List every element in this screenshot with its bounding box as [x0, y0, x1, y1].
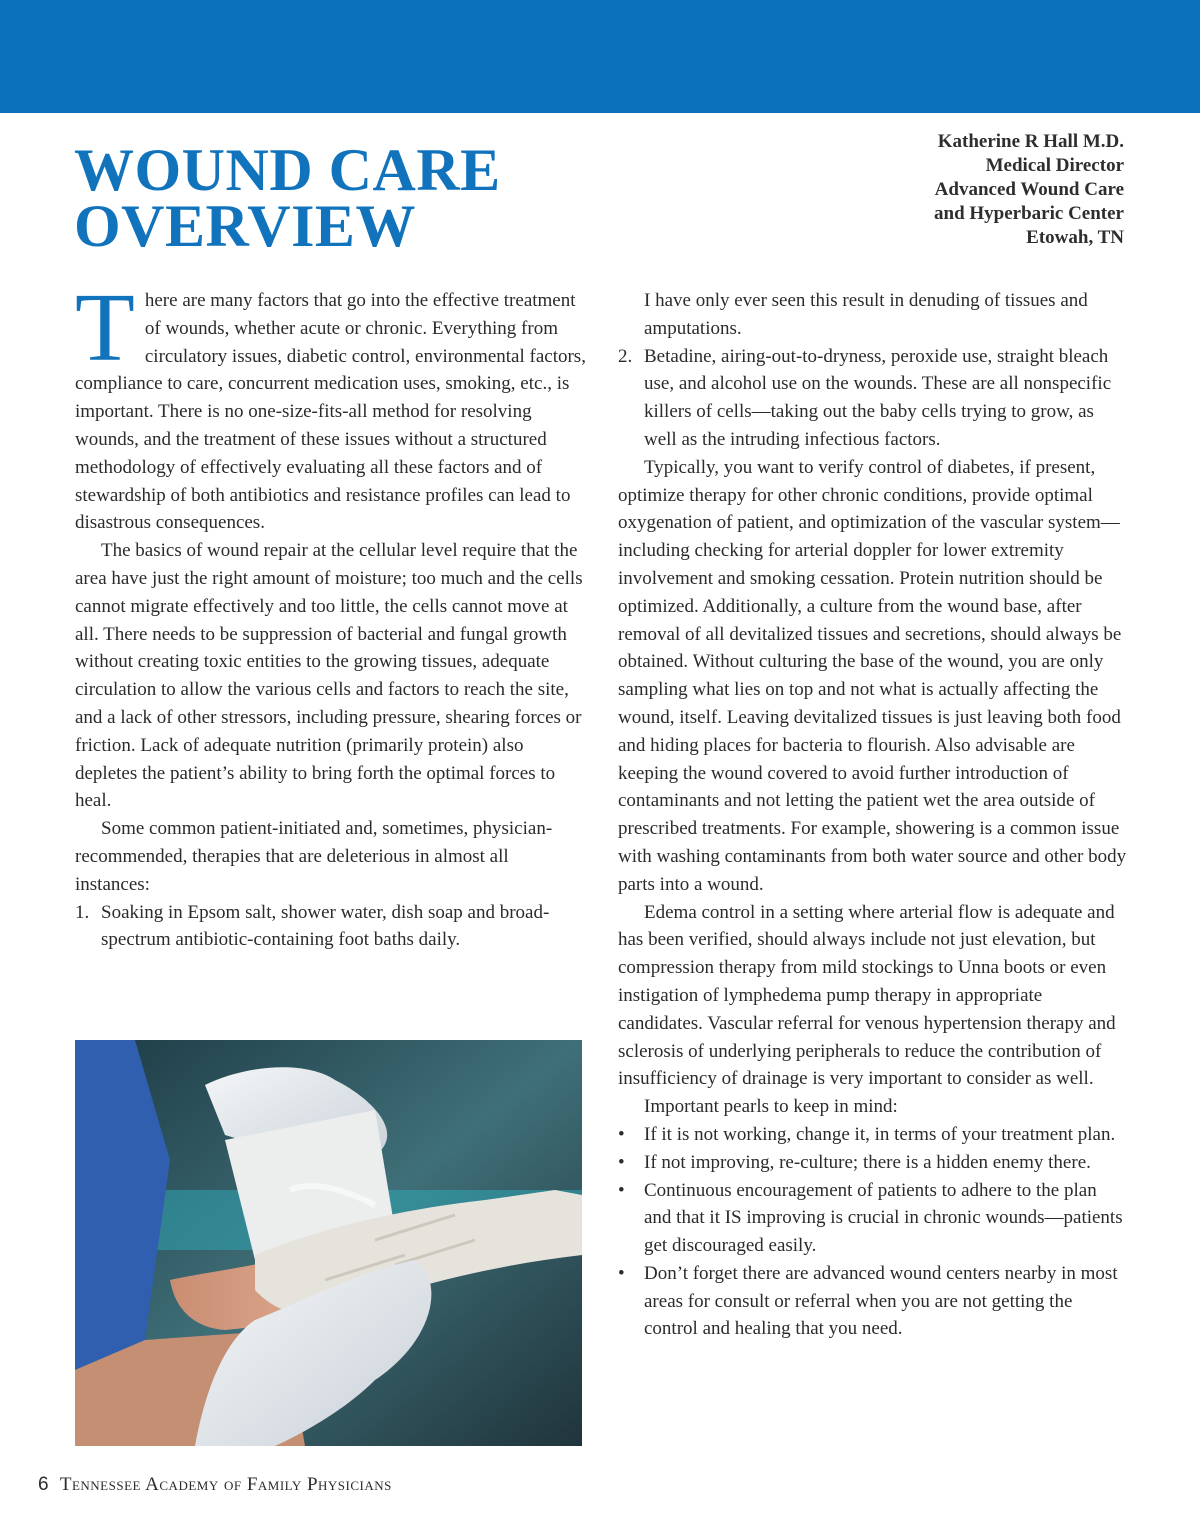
paragraph-therapies: Some common patient-initiated and, sometimes, physician-recommended, therapies that are deleterious in almost all instances: [75, 818, 553, 895]
list-number-1: 1. [75, 901, 90, 923]
pearl-text: Don’t forget there are advanced wound centers nearby in most areas for consult or referral when you are not getting the control and healing that you need. [644, 1262, 1118, 1340]
pearl-item [618, 1177, 1128, 1260]
paragraph-pearls-intro: Important pearls to keep in mind: [644, 1096, 898, 1118]
author-role: Medical Director [985, 155, 1124, 176]
wound-bandage-photo [75, 1040, 582, 1446]
list-item-2-text: Betadine, airing-out-to-dryness, peroxide use, straight bleach use, and alcohol use on the wounds. These are all nonspecific killers of cells—taking out the baby cells trying to grow, as well as the intruding infectious factors. [644, 345, 1112, 450]
pearl-item [618, 1260, 1128, 1343]
paragraph-cellular: The basics of wound repair at the cellular level require that the area have just the right amount of moisture; too much and the cells cannot migrate effectively and too little, the cells cannot move at all. There needs to be suppression of bacterial and fungal growth without creating toxic entities to the growing tissues, adequate circulation to allow the various cells and factors to reach the site, and a lack of other stressors, including pressure, shearing forces or friction. Lack of adequate nutrition (primarily protein) also depletes the patient’s ability to bring forth the optimal forces to heal. [75, 540, 583, 812]
author-name: Katherine R Hall M.D. [937, 131, 1124, 152]
pearl-text: If it is not working, change it, in terms of your treatment plan. [644, 1123, 1116, 1145]
bullet-icon: • [618, 1151, 625, 1173]
bullet-icon: • [618, 1123, 625, 1145]
left-column [75, 274, 587, 954]
pearl-text: Continuous encouragement of patients to adhere to the plan and that it IS improving is crucial in chronic wounds—patients get discouraged easily. [644, 1179, 1123, 1257]
author-org-line-2: and Hyperbaric Center [934, 203, 1124, 224]
list-number-2: 2. [618, 345, 633, 367]
page-number: 6 [38, 1474, 49, 1495]
pearl-item [618, 1121, 1128, 1149]
author-org-line-1: Advanced Wound Care [934, 179, 1124, 200]
list-item-1-continued: I have only ever seen this result in denuding of tissues and amputations. [644, 290, 1088, 339]
author-byline [794, 130, 1124, 250]
bullet-icon: • [618, 1179, 625, 1201]
list-item-2 [618, 343, 1128, 454]
pearl-item [618, 1149, 1128, 1177]
paragraph-typically: Typically, you want to verify control of diabetes, if present, optimize therapy for other chronic conditions, provide optimal oxygenation of patient, and optimization of the vascular system—including checking for arterial doppler for lower extremity involvement and smoking cessation. Protein nutrition should be optimized. Additionally, a culture from the wound base, after removal of all devitalized tissues and secretions, should always be obtained. Without culturing the base of the wound, you are only sampling what lies on top and not what is actually affecting the wound, itself. Leaving devitalized tissues is just leaving both food and hiding places for bacteria to flourish. Also advisable are keeping the wound covered to avoid further introduction of contaminants and not letting the patient wet the area outside of prescribed treatments. For example, showering is a common issue with washing contaminants from both water source and other body parts into a wound. [618, 456, 1127, 895]
page-footer [38, 1474, 392, 1496]
publication-name: Tennessee Academy of Family Physicians [59, 1474, 392, 1495]
intro-paragraph [75, 274, 587, 537]
drop-cap: T [75, 274, 135, 382]
paragraph-edema: Edema control in a setting where arterial flow is adequate and has been verified, should always include not just elevation, but compression therapy from mild stockings to Unna boots or even instigation of lymphedema pump therapy in appropriate candidates. Vascular referral for venous hypertension therapy and sclerosis of underlying peripherals to reduce the contribution of insufficiency of drainage is very important to consider as well. [618, 901, 1116, 1090]
article-title [74, 137, 594, 259]
bullet-icon: • [618, 1262, 625, 1284]
photo-illustration [75, 1040, 582, 1446]
pearl-text: If not improving, re-culture; there is a hidden enemy there. [644, 1151, 1091, 1173]
title-line-2: OVERVIEW [74, 193, 416, 259]
header-bar [0, 0, 1200, 113]
intro-text: here are many factors that go into the effective treatment of wounds, whether acute or chronic. Everything from circulatory issues, diabetic control, environmental factors, compliance to care, concurrent medication uses, smoking, etc., is important. There is no one-size-fits-all method for resolving wounds, and the treatment of these issues without a structured methodology of effectively evaluating all these factors and of stewardship of both antibiotics and resistance profiles can lead to disastrous consequences. [75, 290, 586, 534]
right-column [618, 287, 1128, 1343]
list-item-1-text: Soaking in Epsom salt, shower water, dish soap and broad-spectrum antibiotic-containing foot baths daily. [101, 901, 550, 951]
pearls-list [618, 1121, 1128, 1343]
title-line-1: WOUND CARE [74, 137, 501, 203]
author-location: Etowah, TN [1026, 227, 1124, 248]
list-item-1 [75, 899, 587, 955]
